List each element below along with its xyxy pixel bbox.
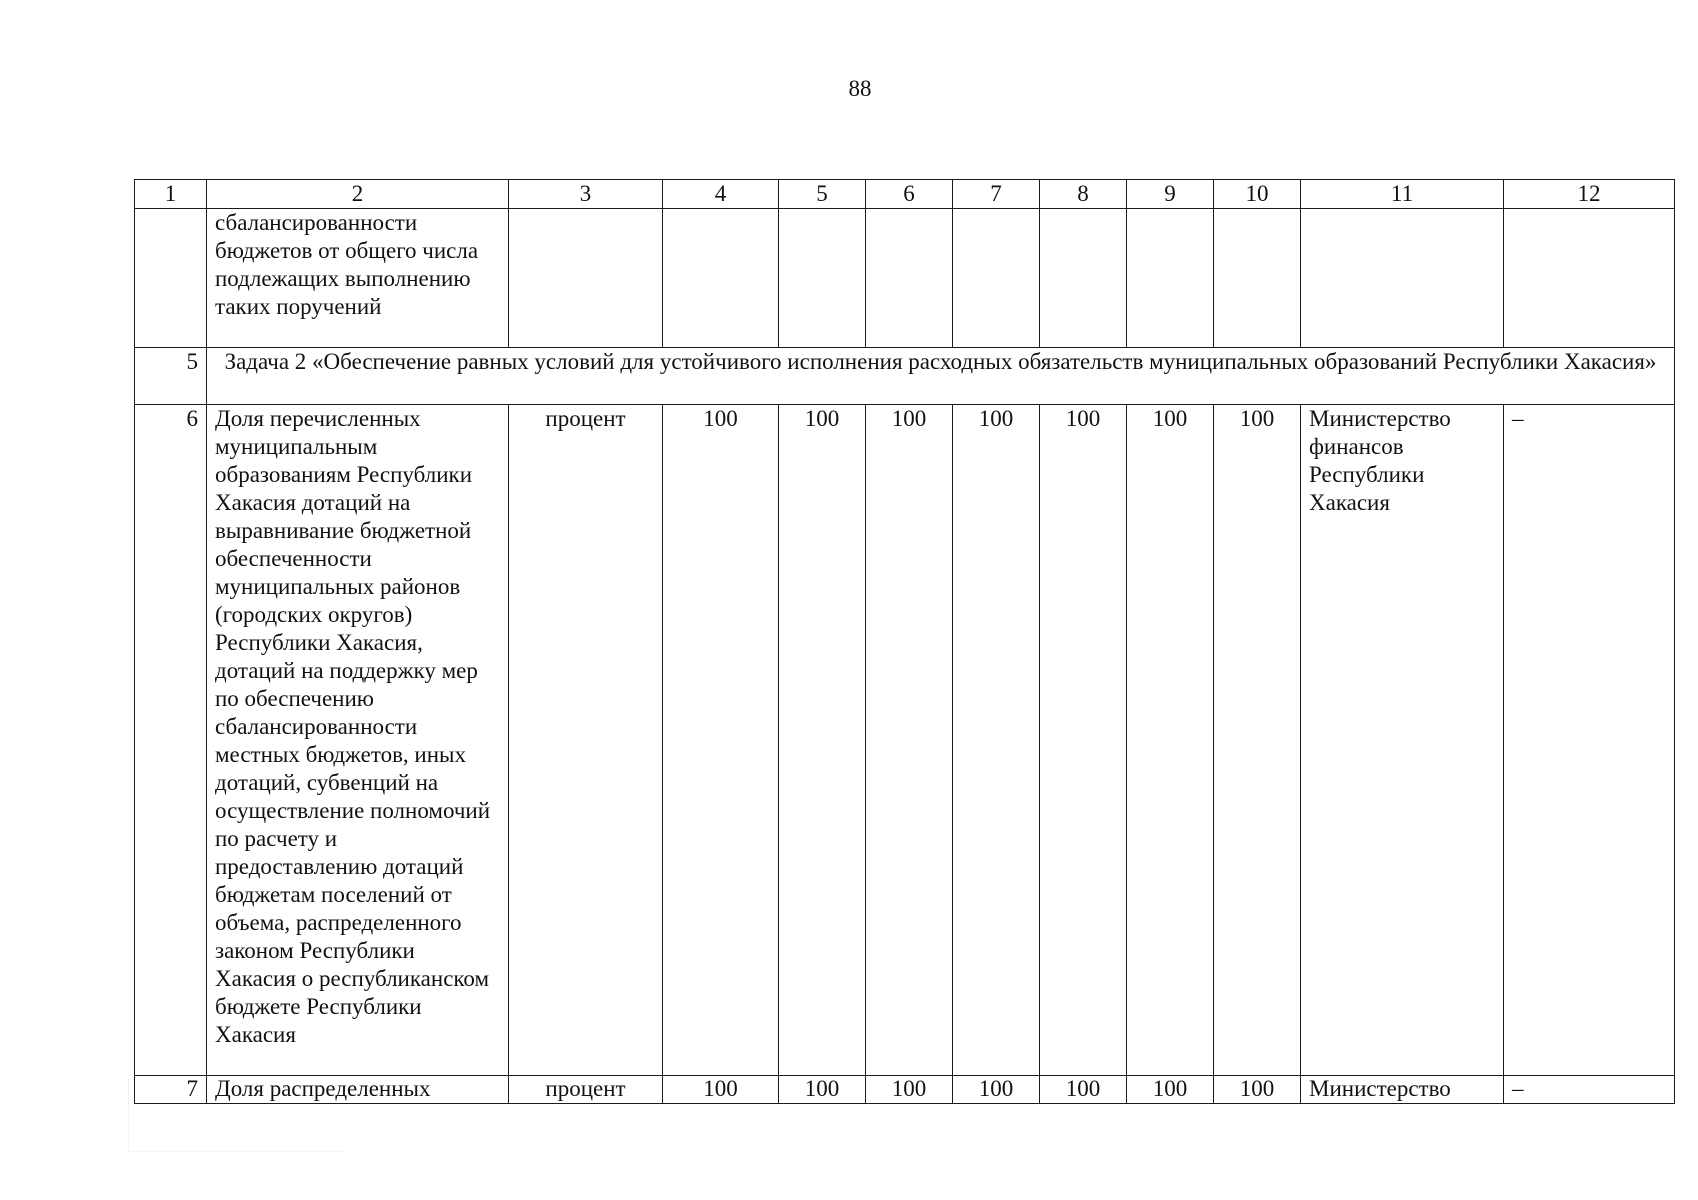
- row-number-cell: 6: [135, 405, 207, 1076]
- note-cell: –: [1504, 405, 1675, 1076]
- value-cell: 100: [953, 405, 1040, 1076]
- header-cell: 4: [663, 180, 779, 209]
- header-cell: 3: [509, 180, 663, 209]
- responsible-cell: Министерство: [1301, 1076, 1504, 1104]
- value-cell: 100: [779, 1076, 866, 1104]
- column-number-header-row: [135, 180, 1675, 209]
- unit-cell: процент: [509, 405, 663, 1076]
- page-number: 88: [848, 76, 872, 101]
- value-cell: 100: [1214, 405, 1301, 1076]
- header-cell: 11: [1301, 180, 1504, 209]
- value-cell: [953, 209, 1040, 348]
- value-cell: 100: [1214, 1076, 1301, 1104]
- value-cell: 100: [866, 405, 953, 1076]
- row-number-cell: 7: [135, 1076, 207, 1104]
- indicator-name-cell: Доля распределенных: [207, 1076, 509, 1104]
- table-row: [135, 1076, 1675, 1104]
- header-cell: 6: [866, 180, 953, 209]
- indicator-name-cell: сбалансированности бюджетов от общего числа подлежащих выполнению таких поручений: [207, 209, 509, 348]
- header-cell: 7: [953, 180, 1040, 209]
- header-cell: 10: [1214, 180, 1301, 209]
- value-cell: [1127, 209, 1214, 348]
- unit-cell: [509, 209, 663, 348]
- responsible-cell: [1301, 209, 1504, 348]
- task-title-cell: Задача 2 «Обеспечение равных условий для устойчивого исполнения расходных обязательств муниципальных образований Республики Хакасия»: [207, 348, 1675, 405]
- value-cell: 100: [663, 1076, 779, 1104]
- table-row: [135, 405, 1675, 1076]
- value-cell: [663, 209, 779, 348]
- scan-artifact: [128, 1079, 344, 1152]
- table-row-continuation: [135, 209, 1675, 348]
- indicators-table: [134, 179, 1675, 1104]
- value-cell: [1040, 209, 1127, 348]
- value-cell: 100: [1040, 1076, 1127, 1104]
- header-cell: 8: [1040, 180, 1127, 209]
- value-cell: 100: [663, 405, 779, 1076]
- task-row: [135, 348, 1675, 405]
- value-cell: [779, 209, 866, 348]
- note-cell: [1504, 209, 1675, 348]
- value-cell: 100: [779, 405, 866, 1076]
- value-cell: 100: [1040, 405, 1127, 1076]
- value-cell: [866, 209, 953, 348]
- value-cell: 100: [1127, 405, 1214, 1076]
- row-number-cell: [135, 209, 207, 348]
- unit-cell: процент: [509, 1076, 663, 1104]
- header-cell: 5: [779, 180, 866, 209]
- header-cell: 2: [207, 180, 509, 209]
- header-cell: 12: [1504, 180, 1675, 209]
- note-cell: –: [1504, 1076, 1675, 1104]
- indicator-name-cell: Доля перечисленных муниципальным образованиям Республики Хакасия дотаций на выравнивание бюджетной обеспеченности муниципальных районов (городских округов) Республики Хакасия, дотаций на поддержку мер по обеспечению сбалансированности местных бюджетов, иных дотаций, субвенций на осуществление полномочий по расчету и предоставлению дотаций бюджетам поселений от объема, распределенного законом Республики Хакасия о республиканском бюджете Республики Хакасия: [207, 405, 509, 1076]
- header-cell: 9: [1127, 180, 1214, 209]
- value-cell: [1214, 209, 1301, 348]
- responsible-cell: Министерство финансов Республики Хакасия: [1301, 405, 1504, 1076]
- value-cell: 100: [953, 1076, 1040, 1104]
- row-number-cell: 5: [135, 348, 207, 405]
- value-cell: 100: [866, 1076, 953, 1104]
- value-cell: 100: [1127, 1076, 1214, 1104]
- header-cell: 1: [135, 180, 207, 209]
